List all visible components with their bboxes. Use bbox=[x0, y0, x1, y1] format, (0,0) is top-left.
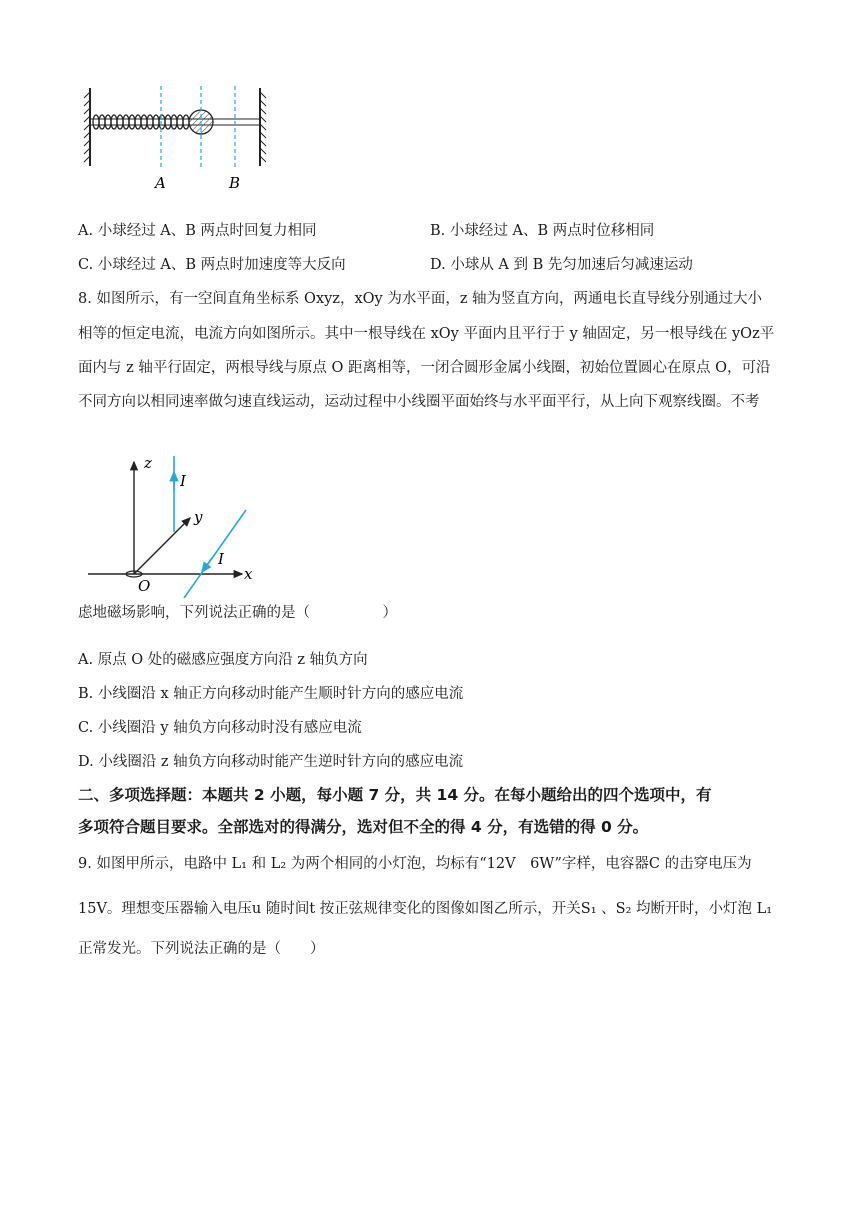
x-axis-label: x bbox=[244, 565, 253, 583]
q7-option-c: C. 小球经过 A、B 两点时加速度等大反向 bbox=[78, 257, 346, 273]
q7-option-d: D. 小球从 A 到 B 先匀加速后匀减速运动 bbox=[430, 257, 693, 273]
spring-oscillator-figure bbox=[80, 84, 280, 196]
q8-stem-line-4: 不同方向以相同速率做匀速直线运动，运动过程中小线圈平面始终与水平面平行，从上向下观察线圈。不考 bbox=[78, 394, 760, 410]
q8-option-d: D. 小线圈沿 z 轴负方向移动时能产生逆时针方向的感应电流 bbox=[78, 754, 464, 770]
q8-stem-line-3: 面内与 z 轴平行固定，两根导线与原点 O 距离相等，一闭合圆形金属小线圈，初始位置圆心在原点 O，可沿 bbox=[78, 360, 771, 376]
z-axis-label: z bbox=[144, 454, 152, 472]
y-axis-label: y bbox=[194, 508, 203, 526]
current-label-slanted: I bbox=[218, 550, 224, 568]
q8-stem-line-2: 相等的恒定电流，电流方向如图所示。其中一根导线在 xOy 平面内且平行于 y 轴固定，另一根导线在 yOz平 bbox=[78, 326, 775, 342]
q8-option-a: A. 原点 O 处的磁感应强度方向沿 z 轴负方向 bbox=[78, 652, 368, 668]
q9-stem-line-2: 15V。理想变压器输入电压u 随时间t 按正弦规律变化的图像如图乙所示，开关S₁ 、S₂ 均断开时，小灯泡 L₁ bbox=[78, 901, 773, 917]
current-label-vertical: I bbox=[180, 472, 186, 490]
coordinate-wires-figure bbox=[84, 450, 264, 598]
q8-option-c: C. 小线圈沿 y 轴负方向移动时没有感应电流 bbox=[78, 720, 362, 736]
q7-option-b: B. 小球经过 A、B 两点时位移相同 bbox=[430, 223, 655, 239]
q7-option-a: A. 小球经过 A、B 两点时回复力相同 bbox=[78, 223, 317, 239]
origin-label: O bbox=[138, 577, 151, 595]
q8-stem-continuation: 虑地磁场影响，下列说法正确的是（ ） bbox=[78, 605, 397, 621]
section-2-heading-line-1: 二、多项选择题：本题共 2 小题，每小题 7 分，共 14 分。在每小题给出的四个选项中，有 bbox=[78, 786, 712, 804]
q8-stem-line-1: 8. 如图所示，有一空间直角坐标系 Oxyz，xOy 为水平面，z 轴为竖直方向，两通电长直导线分别通过大小 bbox=[78, 291, 763, 307]
point-b-label: B bbox=[229, 174, 241, 192]
section-2-heading-line-2: 多项符合题目要求。全部选对的得满分，选对但不全的得 4 分，有选错的得 0 分。 bbox=[78, 818, 649, 836]
q8-option-b: B. 小线圈沿 x 轴正方向移动时能产生顺时针方向的感应电流 bbox=[78, 686, 464, 702]
q9-stem-line-3: 正常发光。下列说法正确的是（ ） bbox=[78, 941, 325, 957]
point-a-label: A bbox=[155, 174, 166, 192]
q9-stem-line-1: 9. 如图甲所示，电路中 L₁ 和 L₂ 为两个相同的小灯泡，均标有“12V 6W”字样，电容器C 的击穿电压为 bbox=[78, 856, 752, 872]
